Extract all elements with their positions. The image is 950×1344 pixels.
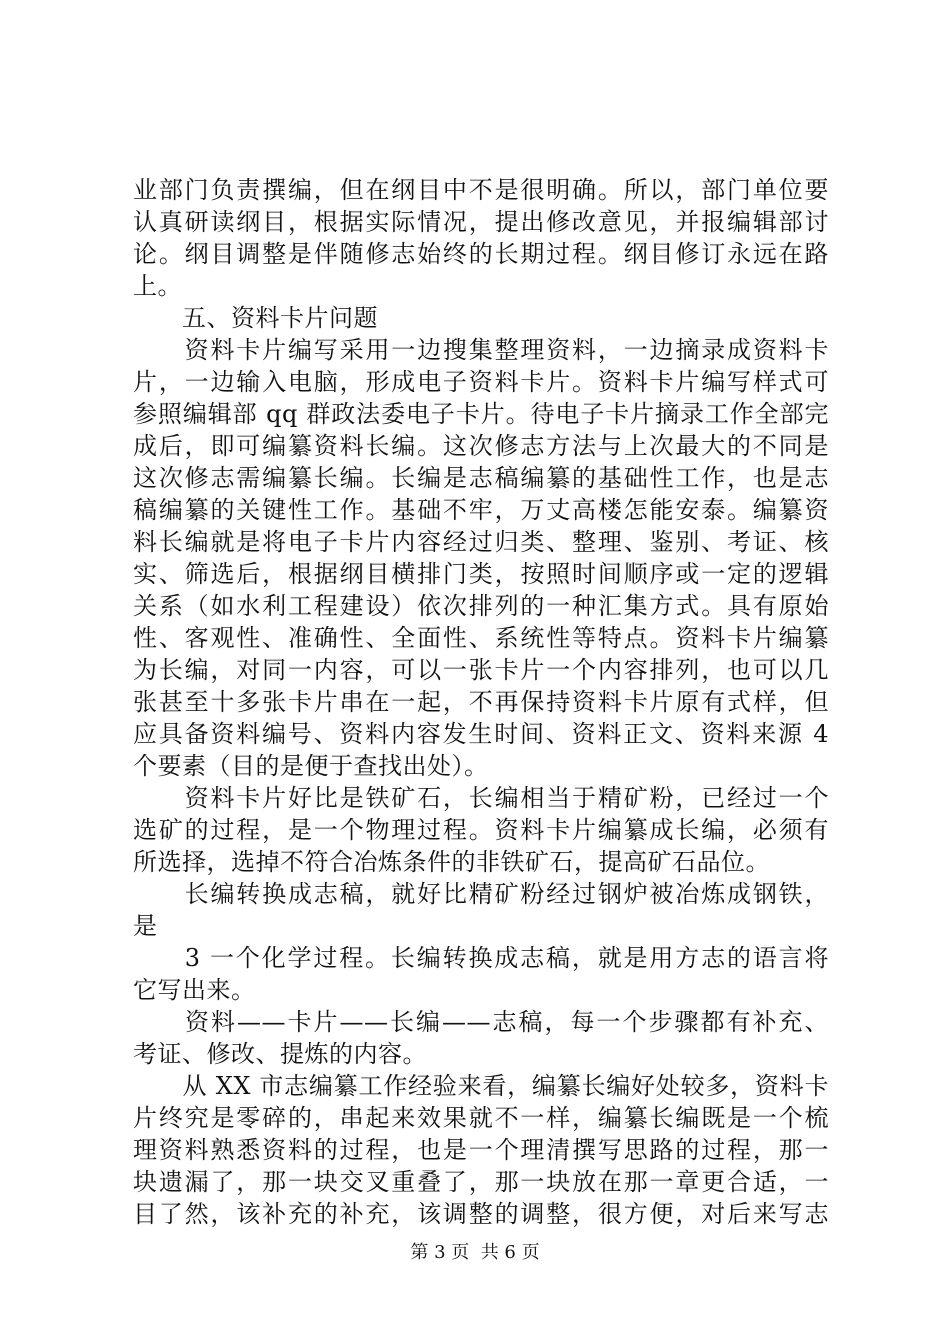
text-line: 论。纲目调整是伴随修志始终的长期过程。纲目修订永远在路: [133, 240, 829, 268]
text-line: 上。: [133, 272, 182, 300]
text-line: 性、客观性、准确性、全面性、系统性等特点。资料卡片编纂: [133, 624, 829, 652]
text-line: 长编转换成志稿，就好比精矿粉经过钢炉被冶炼成钢铁，: [133, 880, 829, 908]
text-line: 个要素（目的是便于查找出处）。: [133, 752, 489, 780]
text-line: 这次修志需编纂长编。长编是志稿编纂的基础性工作，也是志: [133, 464, 829, 492]
text-line: 所选择，选掉不符合冶炼条件的非铁矿石，提高矿石品位。: [133, 848, 770, 876]
text-line: 业部门负责撰编，但在纲目中不是很明确。所以，部门单位要: [133, 176, 829, 204]
text-line: 料长编就是将电子卡片内容经过归类、整理、鉴别、考证、核: [133, 528, 829, 556]
text-line: 它写出来。: [133, 976, 256, 1004]
text-line: 实、筛选后，根据纲目横排门类，按照时间顺序或一定的逻辑: [133, 560, 829, 588]
text-line: 资料卡片好比是铁矿石，长编相当于精矿粉，已经过一个: [133, 784, 829, 812]
text-line: 稿编纂的关键性工作。基础不牢，万丈高楼怎能安泰。编纂资: [133, 496, 829, 524]
text-line: 成后，即可编纂资料长编。这次修志方法与上次最大的不同是: [133, 432, 829, 460]
text-line: 块遗漏了，那一块交叉重叠了，那一块放在那一章更合适，一: [133, 1168, 829, 1196]
text-line: 3 一个化学过程。长编转换成志稿，就是用方志的语言将: [133, 944, 829, 972]
text-line: 目了然，该补充的补充，该调整的调整，很方便，对后来写志: [133, 1200, 829, 1228]
text-line: 应具备资料编号、资料内容发生时间、资料正文、资料来源 4: [133, 720, 829, 748]
text-line: 关系（如水利工程建设）依次排列的一种汇集方式。具有原始: [133, 592, 829, 620]
text-line: 片，一边输入电脑，形成电子资料卡片。资料卡片编写样式可: [133, 368, 829, 396]
text-line: 理资料熟悉资料的过程，也是一个理清撰写思路的过程，那一: [133, 1136, 829, 1164]
text-line: 资料卡片编写采用一边搜集整理资料，一边摘录成资料卡: [133, 336, 829, 364]
text-line: 张甚至十多张卡片串在一起，不再保持资料卡片原有式样，但: [133, 688, 829, 716]
text-line: 资料——卡片——长编——志稿，每一个步骤都有补充、: [133, 1008, 829, 1036]
text-line: 从 XX 市志编纂工作经验来看，编纂长编好处较多，资料卡: [133, 1072, 829, 1100]
section-heading: 五、资料卡片问题: [133, 304, 378, 332]
text-line: 片终究是零碎的，串起来效果就不一样，编纂长编既是一个梳: [133, 1104, 829, 1132]
text-line: 选矿的过程，是一个物理过程。资料卡片编纂成长编，必须有: [133, 816, 829, 844]
text-line: 为长编，对同一内容，可以一张卡片一个内容排列，也可以几: [133, 656, 829, 684]
text-line: 是: [133, 912, 158, 940]
text-line: 参照编辑部 qq 群政法委电子卡片。待电子卡片摘录工作全部完: [133, 400, 829, 428]
text-line: 认真研读纲目，根据实际情况，提出修改意见，并报编辑部讨: [133, 208, 829, 236]
text-line: 考证、修改、提炼的内容。: [133, 1040, 427, 1068]
page-footer: 第 3 页 共 6 页: [410, 1242, 540, 1263]
